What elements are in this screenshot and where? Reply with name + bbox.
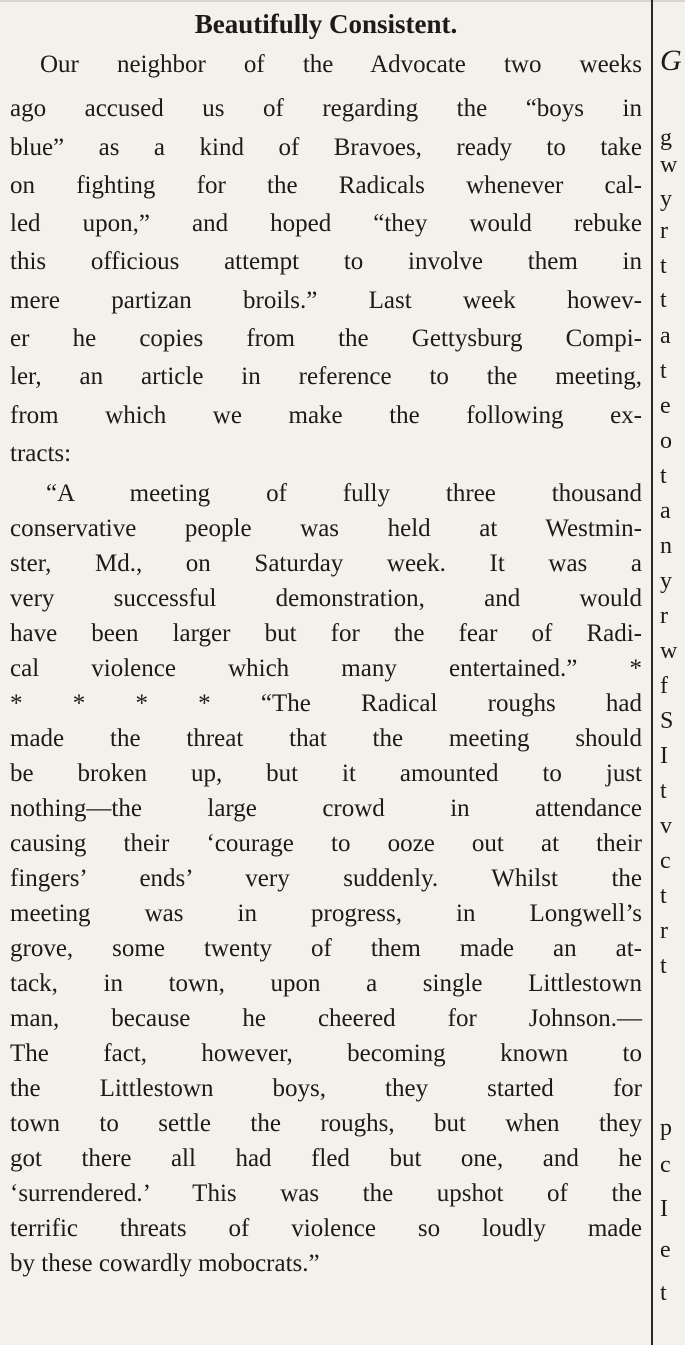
quote-line: tack, in town, upon a single Littlestown xyxy=(10,970,642,997)
adjacent-fragment: a xyxy=(660,323,671,349)
article-line: Our neighbor of the Advocate two weeks xyxy=(40,51,642,78)
adjacent-fragment: n xyxy=(660,533,672,559)
adjacent-fragment: G xyxy=(660,44,682,77)
quote-line: conservative people was held at Westmin- xyxy=(10,515,642,542)
article-line: from which we make the following ex- xyxy=(10,402,642,429)
adjacent-fragment: a xyxy=(660,498,671,524)
adjacent-fragment: c xyxy=(660,1152,671,1178)
adjacent-fragment: t xyxy=(660,287,667,313)
adjacent-fragment: t xyxy=(660,358,667,384)
quote-line: by these cowardly mobocrats.” xyxy=(10,1250,320,1277)
quote-line: be broken up, but it amounted to just xyxy=(10,760,642,787)
article-line: this officious attempt to involve them in xyxy=(10,248,642,275)
adjacent-fragment: t xyxy=(660,883,667,909)
quote-line: town to settle the roughs, but when they xyxy=(10,1110,642,1137)
adjacent-fragment: S xyxy=(660,708,674,734)
quote-line: man, because he cheered for Johnson.— xyxy=(10,1005,642,1032)
article-line: led upon,” and hoped “they would rebuke xyxy=(10,210,642,237)
adjacent-fragment: t xyxy=(660,953,667,979)
quote-line: meeting was in progress, in Longwell’s xyxy=(10,900,642,927)
adjacent-fragment: g xyxy=(660,125,672,151)
article-headline: Beautifully Consistent. xyxy=(194,9,458,39)
quote-line: ster, Md., on Saturday week. It was a xyxy=(10,550,642,577)
adjacent-fragment: o xyxy=(660,428,672,454)
adjacent-fragment: y xyxy=(660,568,672,594)
article-line: ler, an article in reference to the meeting, xyxy=(10,363,642,390)
quote-line: very successful demonstration, and would xyxy=(10,585,642,612)
quote-line: made the threat that the meeting should xyxy=(10,725,642,752)
quote-line: have been larger but for the fear of Radi- xyxy=(10,620,642,647)
quote-line: grove, some twenty of them made an at- xyxy=(10,935,642,962)
adjacent-fragment: r xyxy=(660,918,668,944)
article-line: mere partizan broils.” Last week howev- xyxy=(10,287,642,314)
adjacent-fragment: f xyxy=(660,673,668,699)
quote-line: the Littlestown boys, they started for xyxy=(10,1075,642,1102)
adjacent-fragment: t xyxy=(660,463,667,489)
adjacent-fragment: I xyxy=(660,1196,668,1222)
quote-line: * * * * “The Radical roughs had xyxy=(10,690,642,717)
article-line: er he copies from the Gettysburg Compi- xyxy=(10,325,642,352)
adjacent-fragment: e xyxy=(660,1237,671,1263)
adjacent-fragment: e xyxy=(660,393,671,419)
article-line: ago accused us of regarding the “boys in xyxy=(10,95,642,122)
top-edge xyxy=(0,0,685,2)
adjacent-fragment: w xyxy=(660,638,678,664)
adjacent-fragment: p xyxy=(660,1115,672,1141)
article-line: blue” as a kind of Bravoes, ready to take xyxy=(10,134,642,161)
quote-line: got there all had fled but one, and he xyxy=(10,1145,642,1172)
quote-line: cal violence which many entertained.” * xyxy=(10,655,642,682)
adjacent-fragment: t xyxy=(660,1280,667,1306)
column-rule xyxy=(651,0,653,1345)
adjacent-fragment: w xyxy=(660,152,678,178)
adjacent-fragment: r xyxy=(660,218,668,244)
adjacent-fragment: I xyxy=(660,743,668,769)
article-line: on fighting for the Radicals whenever cal- xyxy=(10,172,642,199)
adjacent-fragment: y xyxy=(660,186,672,212)
quote-line: “A meeting of fully three thousand xyxy=(46,480,642,507)
quote-line: ‘surrendered.’ This was the upshot of the xyxy=(10,1180,642,1207)
article-line: tracts: xyxy=(10,440,72,467)
adjacent-column-fragment xyxy=(660,0,685,1345)
quote-line: causing their ‘courage to ooze out at their xyxy=(10,830,642,857)
adjacent-fragment: c xyxy=(660,848,671,874)
adjacent-fragment: r xyxy=(660,603,668,629)
quote-line: The fact, however, becoming known to xyxy=(10,1040,642,1067)
quote-line: terrific threats of violence so loudly made xyxy=(10,1215,642,1242)
adjacent-fragment: t xyxy=(660,778,667,804)
quote-line: fingers’ ends’ very suddenly. Whilst the xyxy=(10,865,642,892)
quote-line: nothing—the large crowd in attendance xyxy=(10,795,642,822)
adjacent-fragment: t xyxy=(660,253,667,279)
adjacent-fragment: v xyxy=(660,813,672,839)
